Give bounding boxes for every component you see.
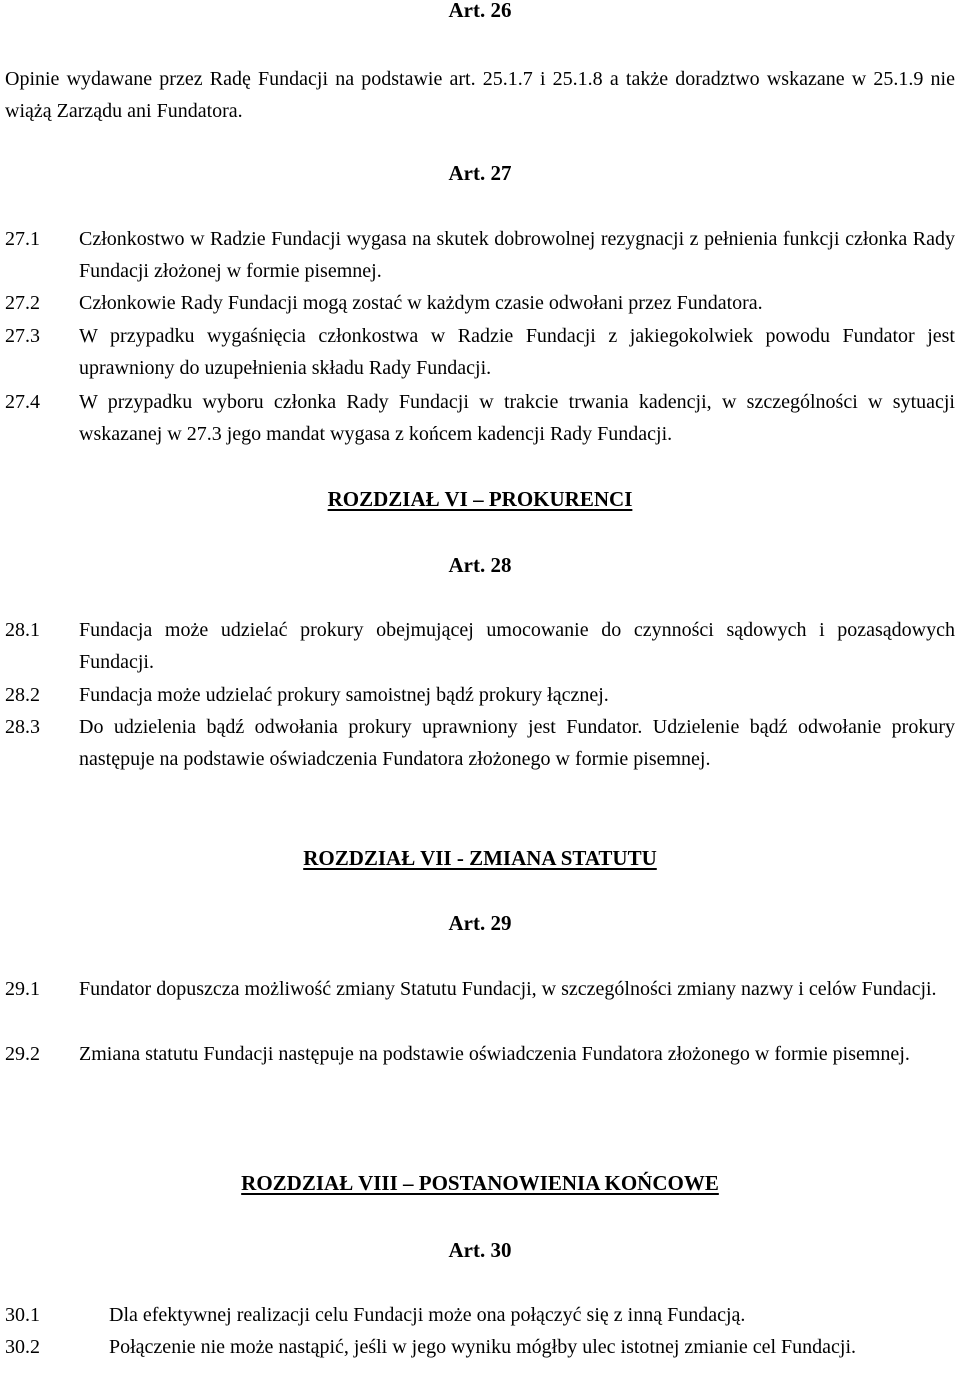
clause-text: Zmiana statutu Fundacji następuje na podstawie oświadczenia Fundatora złożonego w formie pisemnej. xyxy=(79,1043,910,1065)
clause-27-3 xyxy=(5,320,955,384)
clause-number: 27.3 xyxy=(5,325,40,347)
heading-art-29: Art. 29 xyxy=(448,911,512,935)
clause-number: 30.2 xyxy=(5,1336,40,1358)
chapter-7-title: ROZDZIAŁ VII - ZMIANA STATUTU xyxy=(303,846,657,870)
clause-text: Członkowie Rady Fundacji mogą zostać w każdym czasie odwołani przez Fundatora. xyxy=(79,292,763,314)
clause-text: Do udzielenia bądź odwołania prokury uprawniony jest Fundator. Udzielenie bądź odwołanie prokury następuje na podstawie oświadczenia Fundatora złożonego w formie pisemnej. xyxy=(79,716,955,770)
clause-text: Członkostwo w Radzie Fundacji wygasa na skutek dobrowolnej rezygnacji z pełnienia funkcji członka Rady Fundacji złożonej w formie pisemnej. xyxy=(79,228,955,282)
clause-number: 27.4 xyxy=(5,391,40,413)
clause-number: 28.3 xyxy=(5,716,40,738)
clause-text: Połączenie nie może nastąpić, jeśli w jego wyniku mógłby ulec istotnej zmianie cel Fundacji. xyxy=(109,1336,857,1358)
clause-27-2 xyxy=(5,287,955,319)
heading-art-30: Art. 30 xyxy=(448,1238,512,1262)
clause-29-2 xyxy=(5,1038,955,1070)
clause-text: Fundacja może udzielać prokury samoistnej bądź prokury łącznej. xyxy=(79,684,609,706)
clause-number: 30.1 xyxy=(5,1304,40,1326)
clause-28-3 xyxy=(5,711,955,775)
clause-27-4 xyxy=(5,386,955,450)
clause-number: 28.2 xyxy=(5,684,40,706)
clause-number: 28.1 xyxy=(5,619,40,641)
clause-30-2 xyxy=(5,1331,955,1363)
clause-text: Fundacja może udzielać prokury obejmującej umocowanie do czynności sądowych i pozasądowych Fundacji. xyxy=(79,619,955,673)
chapter-8-title: ROZDZIAŁ VIII – POSTANOWIENIA KOŃCOWE xyxy=(241,1171,719,1195)
clause-number: 27.1 xyxy=(5,228,40,250)
heading-art-28: Art. 28 xyxy=(448,553,512,577)
paragraph-art-26: Opinie wydawane przez Radę Fundacji na podstawie art. 25.1.7 i 25.1.8 a także doradztwo wskazane w 25.1.9 nie wiążą Zarządu ani Fundatora. xyxy=(5,68,955,122)
clause-29-1 xyxy=(5,973,955,1005)
clause-text: W przypadku wygaśnięcia członkostwa w Radzie Fundacji z jakiegokolwiek powodu Fundator jest uprawniony do uzupełnienia składu Rady Fundacji. xyxy=(79,325,955,379)
clause-number: 29.1 xyxy=(5,978,40,1000)
clause-28-1 xyxy=(5,614,955,678)
chapter-6-title: ROZDZIAŁ VI – PROKURENCI xyxy=(327,487,633,511)
heading-art-26: Art. 26 xyxy=(448,0,512,22)
clause-text: W przypadku wyboru członka Rady Fundacji w trakcie trwania kadencji, w szczególności w sytuacji wskazanej w 27.3 jego mandat wygasa z końcem kadencji Rady Fundacji. xyxy=(79,391,955,445)
heading-art-27: Art. 27 xyxy=(448,161,512,185)
clause-30-1 xyxy=(5,1299,955,1331)
clause-28-2 xyxy=(5,679,955,711)
clause-number: 27.2 xyxy=(5,292,40,314)
clause-27-1 xyxy=(5,223,955,287)
clause-number: 29.2 xyxy=(5,1043,40,1065)
clause-text: Dla efektywnej realizacji celu Fundacji może ona połączyć się z inną Fundacją. xyxy=(109,1304,746,1326)
clause-text: Fundator dopuszcza możliwość zmiany Statutu Fundacji, w szczególności zmiany nazwy i celów Fundacji. xyxy=(79,978,937,1000)
